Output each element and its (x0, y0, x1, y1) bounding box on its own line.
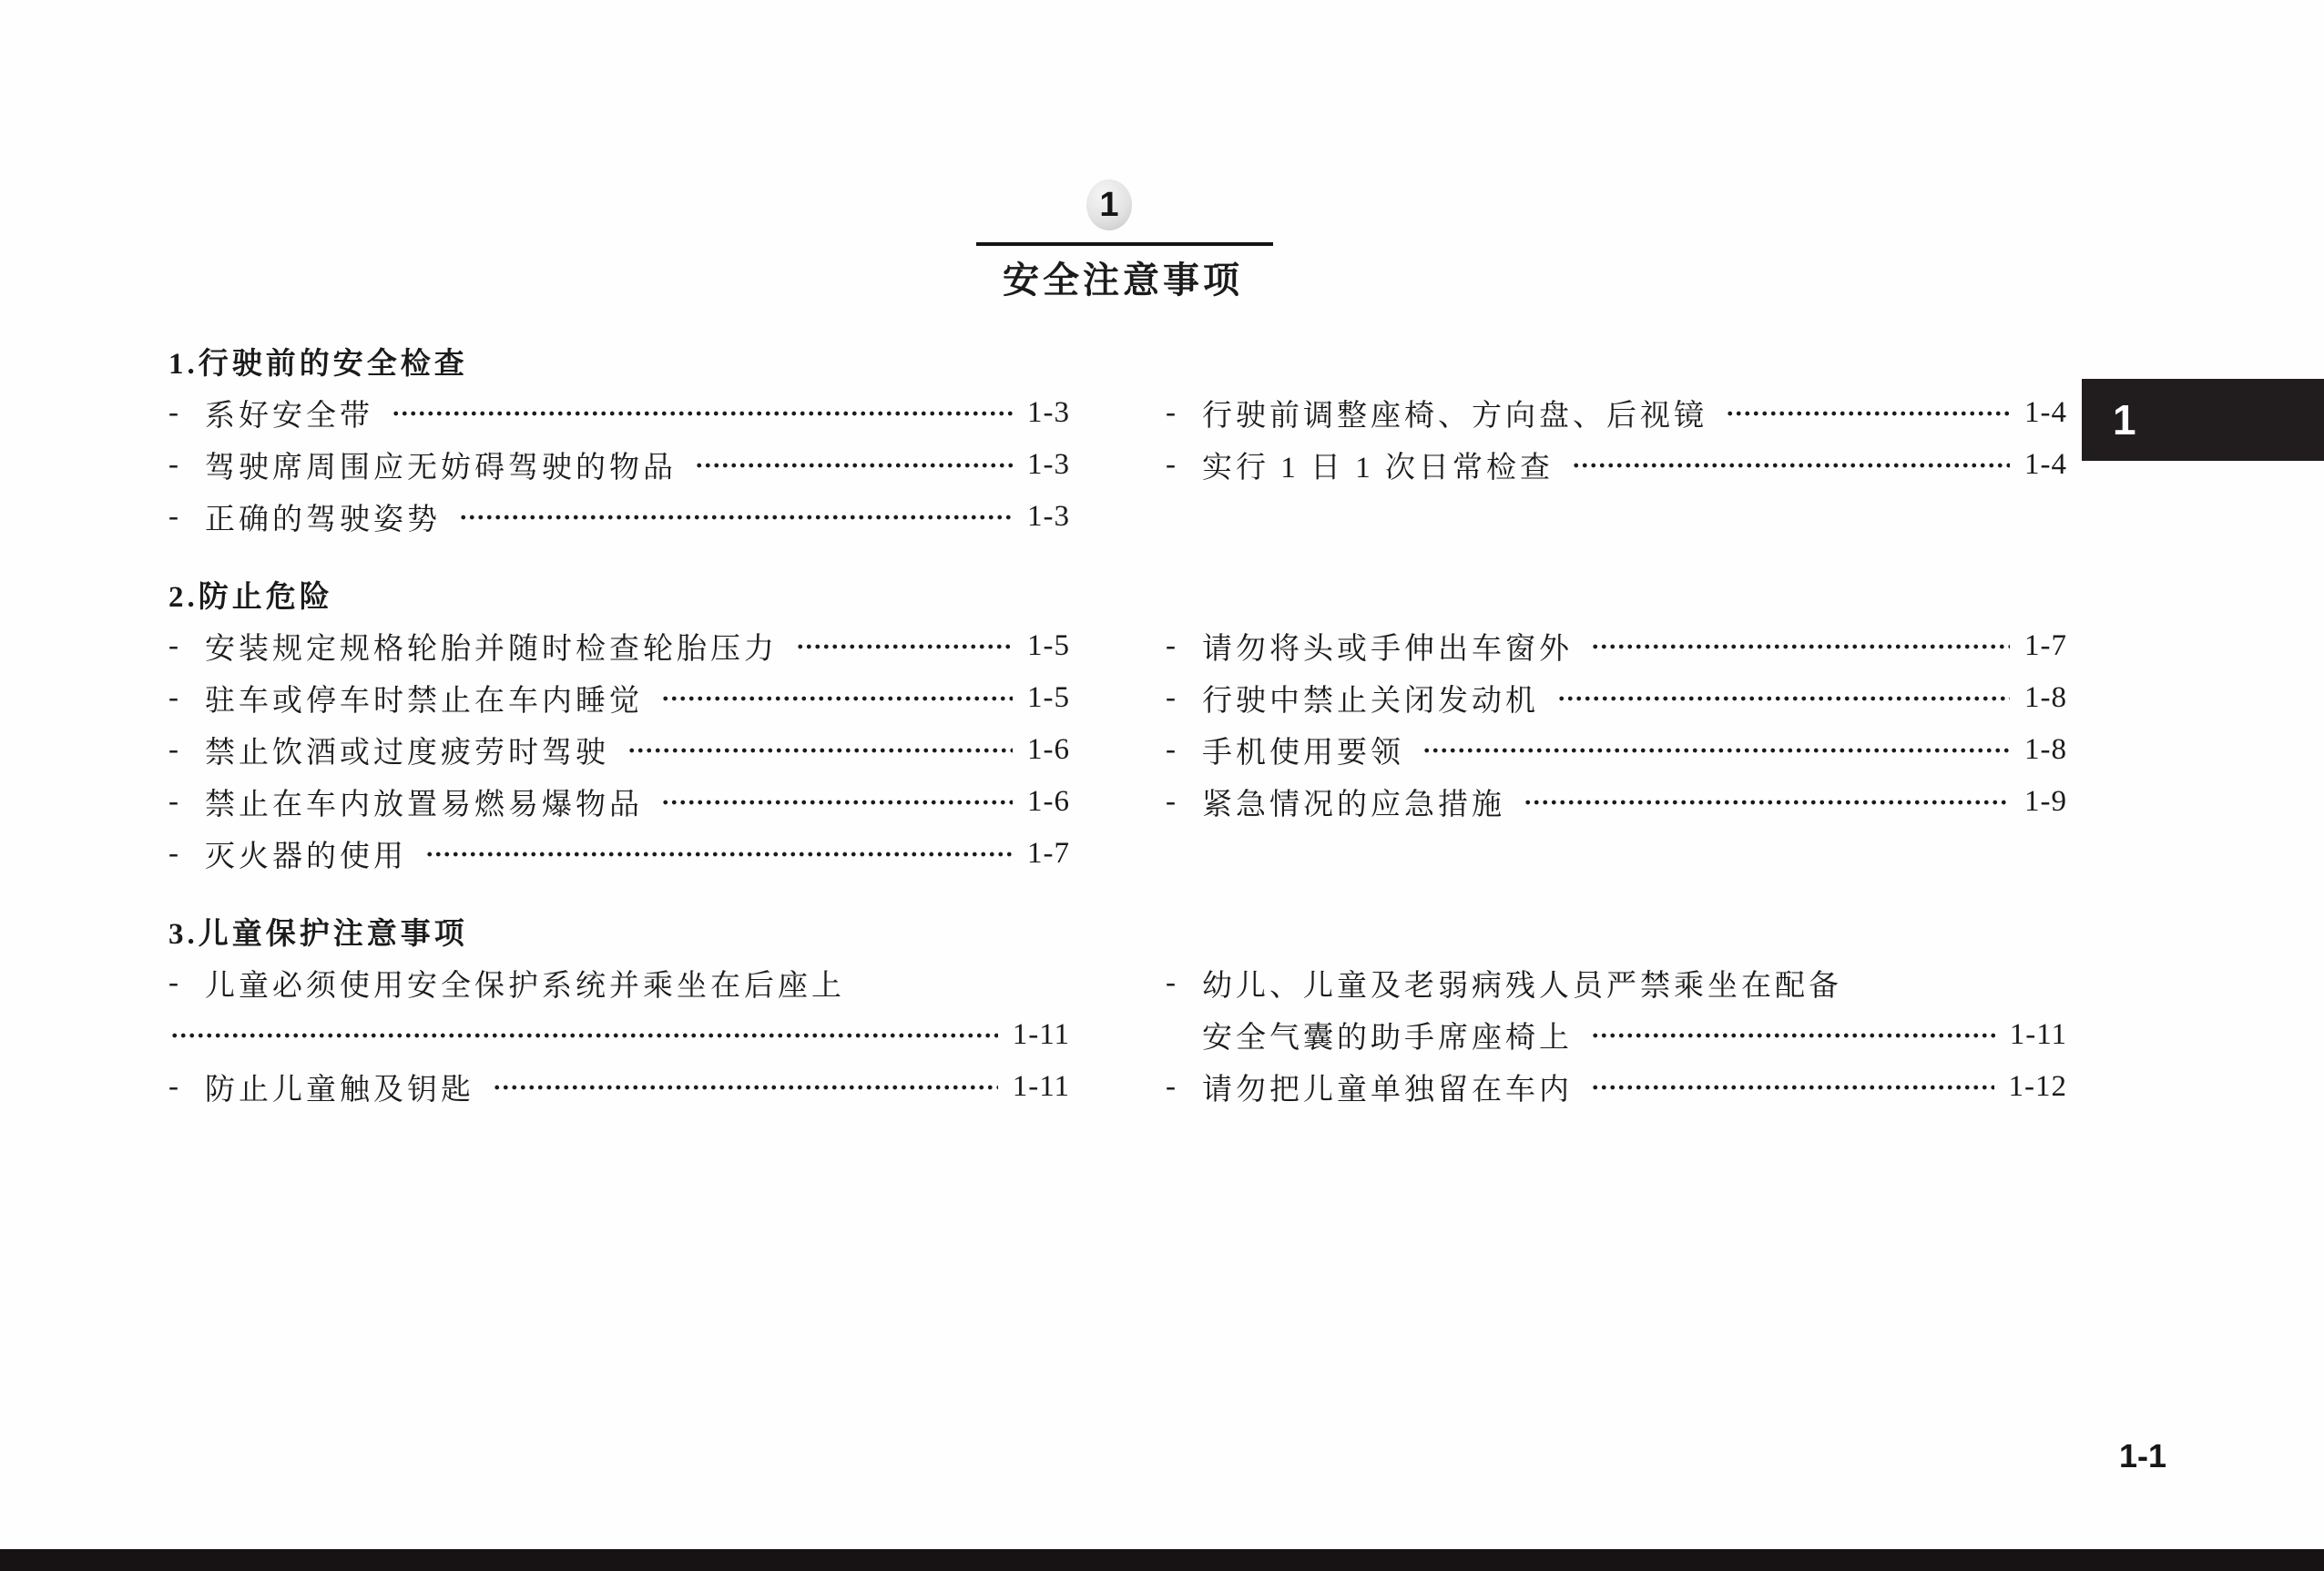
item-label: 防止儿童触及钥匙 (205, 1074, 474, 1107)
item-dash: - (1166, 785, 1176, 818)
item-page: 1-7 (2024, 629, 2067, 662)
item-label: 安装规定规格轮胎并随时检查轮胎压力 (205, 633, 778, 666)
item-label: 系好安全带 (205, 400, 373, 433)
toc-item (1166, 776, 2067, 828)
item-page: 1-8 (2024, 733, 2067, 766)
item-label: 儿童必须使用安全保护系统并乘坐在后座上 (205, 970, 845, 1003)
item-dash: - (168, 1070, 178, 1103)
item-dash: - (1166, 966, 1176, 999)
page-number: 1-1 (2118, 1437, 2167, 1474)
toc-column-right (1166, 957, 2067, 1113)
item-dash: - (1166, 733, 1176, 766)
item-label: 请勿把儿童单独留在车内 (1202, 1074, 1573, 1107)
item-page: 1-4 (2024, 448, 2067, 481)
item-dash: - (168, 448, 178, 481)
item-label: 手机使用要领 (1202, 737, 1404, 770)
item-page: 1-5 (1027, 681, 1070, 714)
toc-column-left (168, 387, 1070, 543)
table-of-contents (168, 335, 2067, 1113)
dot-leader (493, 1084, 998, 1091)
toc-item-continuation (1166, 1009, 2067, 1061)
dot-leader (1524, 799, 2010, 806)
column-gap (1070, 620, 1166, 880)
dot-leader (170, 1032, 998, 1039)
dot-leader (1422, 747, 2010, 754)
toc-item (168, 620, 1070, 672)
item-dash: - (1166, 681, 1176, 714)
item-page: 1-12 (2008, 1070, 2067, 1103)
dot-leader (1591, 1084, 1994, 1091)
dot-leader (1726, 410, 2010, 417)
dot-leader (1591, 1032, 1995, 1039)
page-title: 安全注意事项 (1003, 260, 1243, 301)
item-page: 1-8 (2024, 681, 2067, 714)
dot-leader (1557, 695, 2010, 702)
dot-leader (796, 643, 1013, 650)
item-page: 1-3 (1027, 396, 1070, 429)
toc-item (1166, 387, 2067, 439)
item-page: 1-11 (1012, 1018, 1070, 1051)
section-heading: 3.儿童保护注意事项 (168, 918, 468, 951)
item-page: 1-5 (1027, 629, 1070, 662)
page-bottom-edge (0, 1549, 2324, 1571)
section-heading: 2.防止危险 (168, 581, 333, 614)
toc-item (168, 1061, 1070, 1113)
toc-item (1166, 724, 2067, 776)
item-label: 紧急情况的应急措施 (1202, 789, 1505, 821)
item-page: 1-4 (2024, 396, 2067, 429)
dot-leader (661, 799, 1013, 806)
header-divider-line (976, 242, 1273, 246)
item-label: 驾驶席周围应无妨碍驾驶的物品 (205, 452, 677, 485)
item-dash: - (1166, 448, 1176, 481)
item-page: 1-11 (1012, 1070, 1070, 1103)
item-dash: - (168, 837, 178, 870)
item-page: 1-11 (2009, 1018, 2067, 1051)
toc-column-left (168, 620, 1070, 880)
item-dash: - (168, 629, 178, 662)
toc-section (168, 905, 2067, 1113)
toc-item (168, 491, 1070, 543)
column-gap (1070, 387, 1166, 543)
toc-item (168, 439, 1070, 491)
item-label: 行驶中禁止关闭发动机 (1202, 685, 1539, 718)
toc-item (1166, 439, 2067, 491)
toc-item (1166, 620, 2067, 672)
dot-leader (661, 695, 1013, 702)
toc-item-continuation (168, 1009, 1070, 1061)
item-dash: - (1166, 396, 1176, 429)
toc-item (168, 672, 1070, 724)
item-page: 1-3 (1027, 500, 1070, 533)
dot-leader (1572, 462, 2010, 469)
item-label: 灭火器的使用 (205, 841, 407, 873)
item-dash: - (168, 500, 178, 533)
section-columns (168, 957, 2067, 1113)
item-page: 1-6 (1027, 785, 1070, 818)
item-dash: - (1166, 629, 1176, 662)
toc-item (168, 776, 1070, 828)
dot-leader (695, 462, 1013, 469)
toc-column-left (168, 957, 1070, 1113)
toc-item (1166, 1061, 2067, 1113)
toc-item (1166, 672, 2067, 724)
dot-leader (425, 851, 1013, 858)
dot-leader (392, 410, 1013, 417)
item-dash: - (168, 785, 178, 818)
toc-section (168, 568, 2067, 880)
toc-item (168, 828, 1070, 880)
section-columns (168, 620, 2067, 880)
item-page: 1-6 (1027, 733, 1070, 766)
dot-leader (1591, 643, 2010, 650)
item-label: 幼儿、儿童及老弱病残人员严禁乘坐在配备 (1202, 970, 1842, 1003)
dot-leader (627, 747, 1013, 754)
item-dash: - (1166, 1070, 1176, 1103)
item-label: 请勿将头或手伸出车窗外 (1202, 633, 1573, 666)
item-dash: - (168, 681, 178, 714)
item-label: 安全气囊的助手席座椅上 (1202, 1022, 1573, 1055)
toc-item (168, 957, 1070, 1009)
item-label: 行驶前调整座椅、方向盘、后视镜 (1202, 400, 1707, 433)
chapter-number-badge (1086, 179, 1132, 230)
item-label: 禁止饮酒或过度疲劳时驾驶 (205, 737, 609, 770)
chapter-side-tab (2082, 379, 2324, 461)
item-label: 禁止在车内放置易燃易爆物品 (205, 789, 643, 821)
column-gap (1070, 957, 1166, 1113)
item-page: 1-9 (2024, 785, 2067, 818)
toc-item (1166, 957, 2067, 1009)
item-label: 实行 1 日 1 次日常检查 (1202, 452, 1554, 485)
toc-section (168, 335, 2067, 543)
toc-column-right (1166, 620, 2067, 880)
item-page: 1-7 (1027, 837, 1070, 870)
toc-column-right (1166, 387, 2067, 543)
dot-leader (459, 514, 1013, 521)
item-label: 驻车或停车时禁止在车内睡觉 (205, 685, 643, 718)
item-dash: - (168, 733, 178, 766)
section-columns (168, 387, 2067, 543)
section-heading: 1.行驶前的安全检查 (168, 348, 468, 381)
item-dash: - (168, 966, 178, 999)
toc-item (168, 387, 1070, 439)
side-tab-label: 1 (2113, 396, 2136, 444)
item-page: 1-3 (1027, 448, 1070, 481)
item-dash: - (168, 396, 178, 429)
toc-item (168, 724, 1070, 776)
item-label: 正确的驾驶姿势 (205, 504, 441, 536)
chapter-number: 1 (1099, 185, 1119, 224)
